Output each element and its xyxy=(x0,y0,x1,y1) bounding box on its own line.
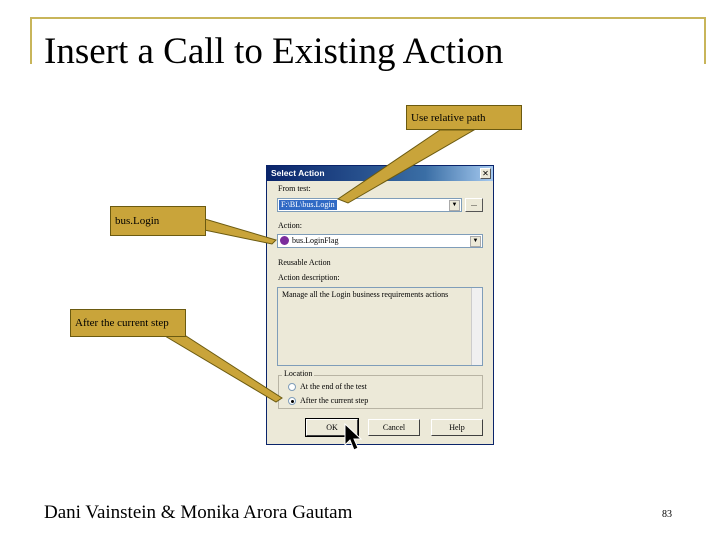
action-value: bus.LoginFlag xyxy=(292,236,339,245)
browse-button-label: ... xyxy=(471,199,477,208)
chevron-down-icon: ▼ xyxy=(472,238,479,244)
relative-path-callout xyxy=(406,105,522,130)
radio-end-of-test-label: At the end of the test xyxy=(300,382,367,391)
action-description-value: Manage all the Login business requirements actions xyxy=(282,290,449,299)
relative-path-callout-text: Use relative path xyxy=(411,111,486,124)
chevron-down-icon: ▼ xyxy=(451,202,458,208)
slide-title: Insert a Call to Existing Action xyxy=(44,31,504,72)
location-callout xyxy=(70,309,186,337)
relative-path-pointer xyxy=(338,130,474,203)
close-icon: ✕ xyxy=(482,169,489,178)
action-label: Action: xyxy=(278,221,302,230)
location-group-label: Location xyxy=(284,369,313,378)
mouse-cursor-icon xyxy=(344,423,364,453)
from-test-value: F:\BL\bus.Login xyxy=(281,200,335,209)
page-number: 83 xyxy=(662,509,672,520)
action-type-label: Reusable Action xyxy=(278,258,331,267)
slide-footer: Dani Vainstein & Monika Arora Gautam xyxy=(44,502,353,523)
radio-after-current-step-label: After the current step xyxy=(300,396,369,405)
help-button-label: Help xyxy=(449,423,465,432)
from-test-label: From test: xyxy=(278,184,311,193)
bus-login-callout-text: bus.Login xyxy=(115,215,160,227)
bus-login-callout xyxy=(110,206,206,236)
ok-button-label: OK xyxy=(326,423,338,432)
action-description-label: Action description: xyxy=(278,273,340,282)
location-pointer xyxy=(165,336,282,402)
dialog-title: Select Action xyxy=(271,168,325,178)
cancel-button-label: Cancel xyxy=(382,423,406,432)
location-callout-text: After the current step xyxy=(75,317,169,329)
